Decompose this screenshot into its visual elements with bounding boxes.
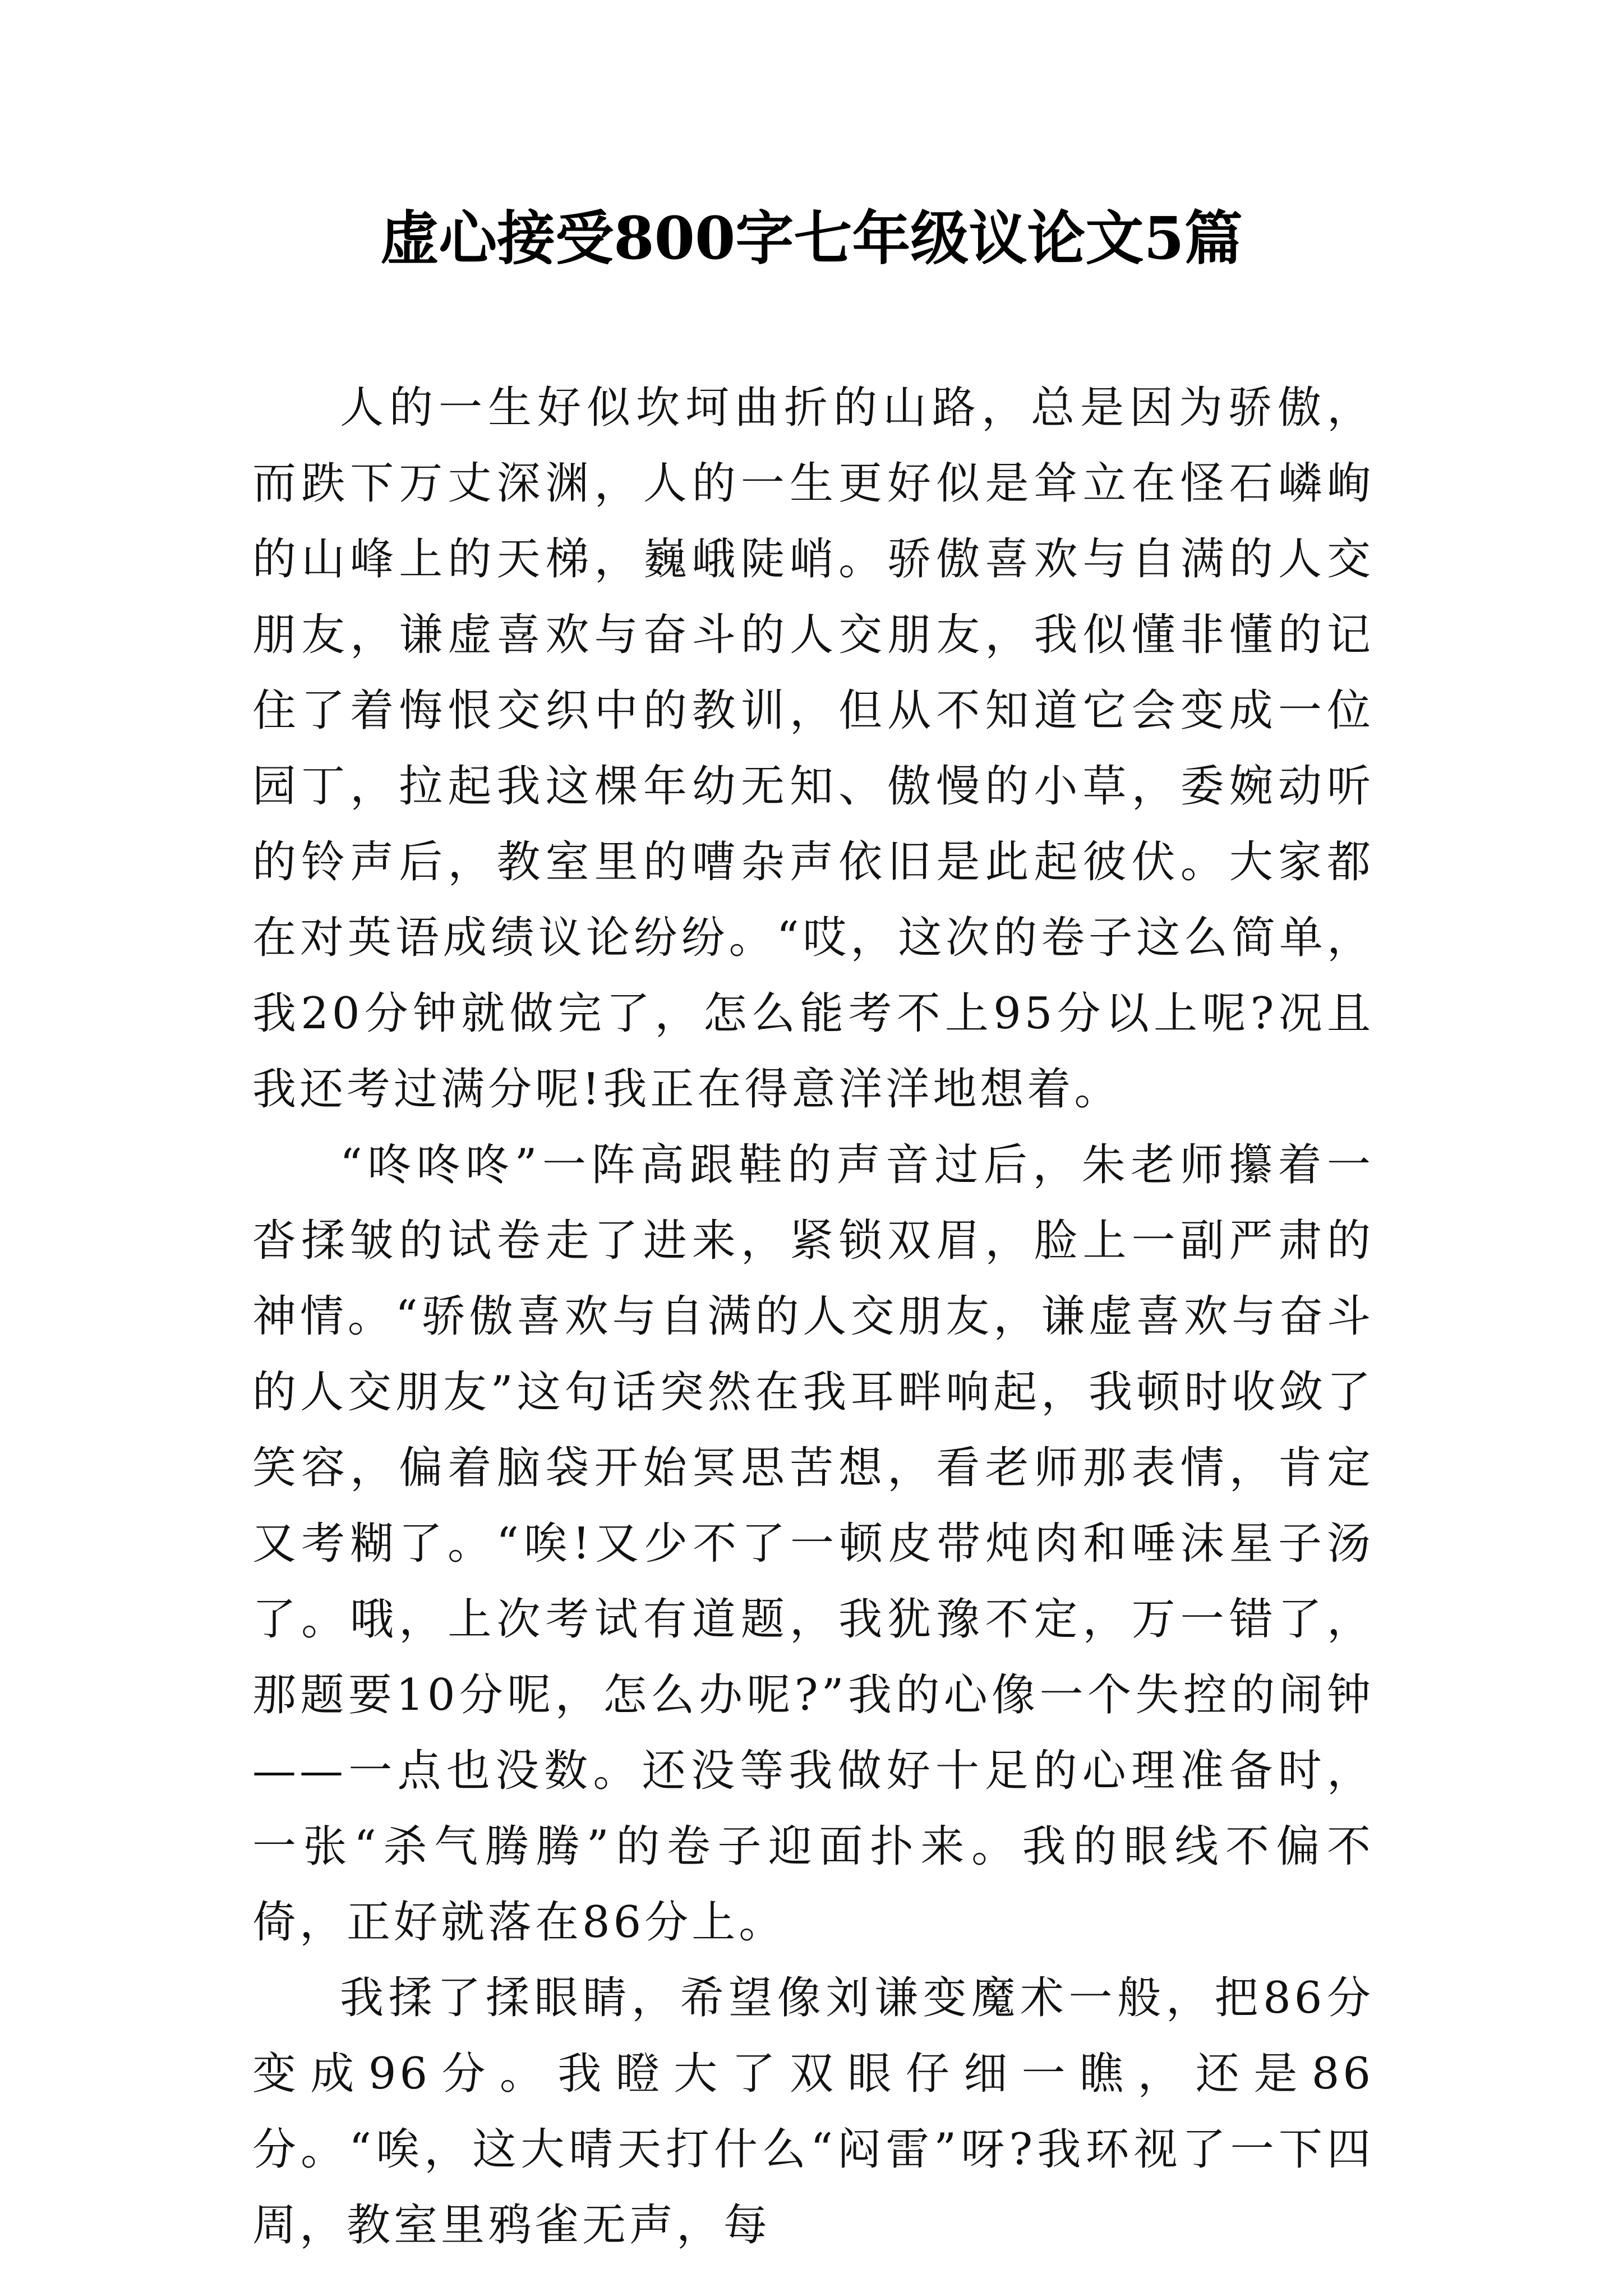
paragraph-1: 人的一生好似坎坷曲折的山路，总是因为骄傲，而跌下万丈深渊，人的一生更好似是耸立在怪石嶙峋的山峰上的天梯，巍峨陡峭。骄傲喜欢与自满的人交朋友，谦虚喜欢与奋斗的人交朋友，我似懂非懂的记住了着悔恨交织中的教训，但从不知道它会变成一位园丁，拉起我这棵年幼无知、傲慢的小草，委婉动听的铃声后，教室里的嘈杂声依旧是此起彼伏。大家都在对英语成绩议论纷纷。“哎，这次的卷子这么简单，我20分钟就做完了，怎么能考不上95分以上呢?况且我还考过满分呢!我正在得意洋洋地想着。 bbox=[252, 383, 1374, 1115]
document-body bbox=[252, 370, 1374, 2263]
paragraph-2: “咚咚咚”一阵高跟鞋的声音过后，朱老师攥着一沓揉皱的试卷走了进来，紧锁双眉，脸上一副严肃的神情。“骄傲喜欢与自满的人交朋友，谦虚喜欢与奋斗的人交朋友”这句话突然在我耳畔响起，我顿时收敛了笑容，偏着脑袋开始冥思苦想，看老师那表情，肯定又考糊了。“唉!又少不了一顿皮带炖肉和唾沫星子汤了。哦，上次考试有道题，我犹豫不定，万一错了，那题要10分呢，怎么办呢?”我的心像一个失控的闹钟——一点也没数。还没等我做好十足的心理准备时，一张“杀气腾腾”的卷子迎面扑来。我的眼线不偏不倚，正好就落在86分上。 bbox=[252, 1140, 1374, 1948]
paragraph-3: 我揉了揉眼睛，希望像刘谦变魔术一般，把86分变成96分。我瞪大了双眼仔细一瞧，还是86分。“唉，这大晴天打什么“闷雷”呀?我环视了一下四周，教室里鸦雀无声，每 bbox=[252, 1973, 1374, 2251]
document-title: 虚心接受800字七年级议论文5篇 bbox=[380, 204, 1243, 273]
